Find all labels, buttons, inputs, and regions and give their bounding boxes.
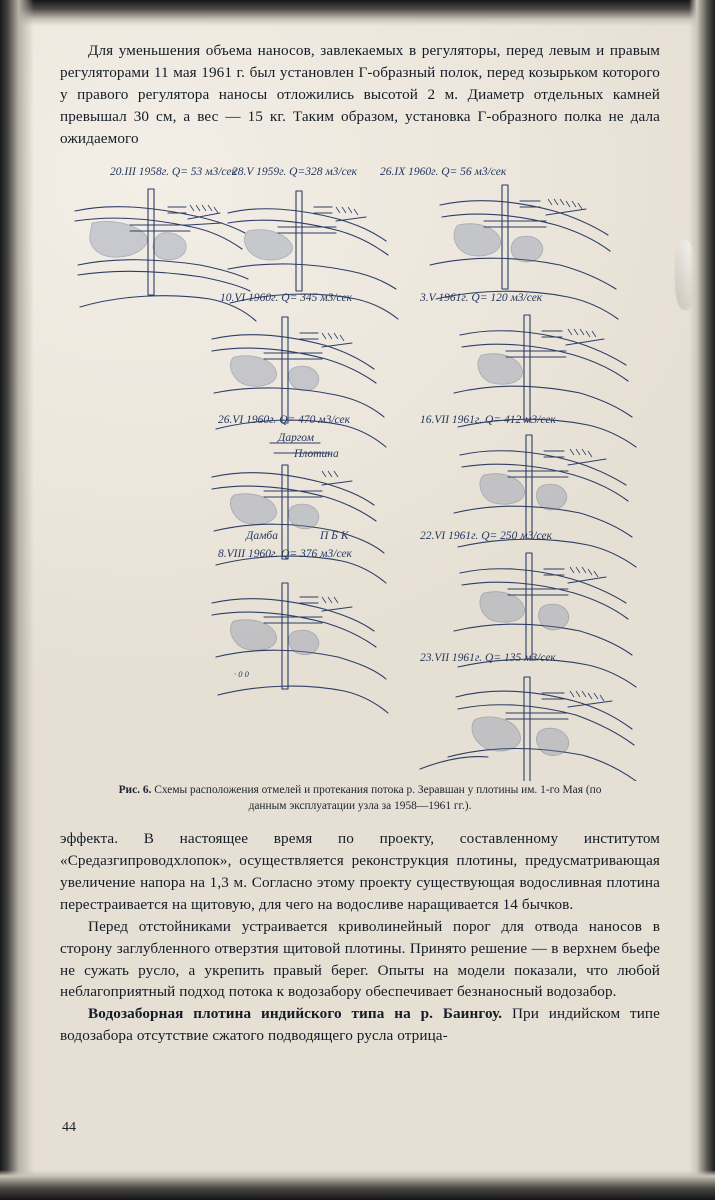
panel-p4-label: 10.VI 1960г. Q= 345 м3/сек — [220, 292, 352, 305]
page-content — [60, 40, 660, 1047]
panel-p8 — [212, 530, 388, 713]
annotation-damba: Дамба — [246, 530, 278, 543]
scan-edge-top — [0, 0, 715, 26]
paragraph-bottom-2: Перед отстойниками устраивается криволинейный порог для отвода наносов в сторону заглубленного отверзтия щитовой плотины. Принято решение — в верхнем бьефе не сужать русло, а укрепить правый берег. Опыты на модели показали, что любой неблагоприятный подход потока к водозабору обеспечивает безнаносный водозабор. — [60, 917, 660, 1001]
paragraph-bottom-3 — [60, 1003, 660, 1047]
panel-p6-label: 26.VI 1960г. Q= 470 м3/сек — [218, 414, 350, 427]
panel-p5-label: 3.V 1961г. Q= 120 м3/сек — [420, 292, 543, 305]
bottom-text-block — [60, 828, 660, 1047]
page-number: 44 — [62, 1120, 76, 1135]
page-curl-artifact — [675, 240, 697, 310]
panel-p7-label: 16.VII 1961г. Q= 412 м3/сек — [420, 414, 556, 427]
scan-edge-left — [0, 0, 34, 1200]
panel-p3-label: 26.IX 1960г. Q= 56 м3/сек — [380, 166, 507, 179]
panel-p1-label: 20.III 1958г. Q= 53 м3/сек — [110, 166, 237, 179]
annotation-pbk: П Б К — [320, 530, 349, 543]
panel-p10 — [420, 652, 638, 781]
annotation-plotina: Плотина — [294, 448, 339, 461]
scan-edge-right — [689, 0, 715, 1200]
figure-6-drawing — [60, 161, 660, 781]
figure-caption-text: Схемы расположения отмелей и протекания потока р. Зеравшан у плотины им. 1-го Мая (по данным эксплуатации узла за 1958—1961 гг.). — [154, 784, 602, 812]
panel-p7 — [420, 414, 636, 567]
panel-p8-label: 8.VIII 1960г. Q= 376 м3/сек — [218, 548, 352, 561]
top-text-block — [60, 40, 660, 149]
figure-caption — [100, 783, 620, 814]
scan-edge-bottom — [0, 1170, 715, 1200]
figure-6 — [60, 161, 660, 781]
panel-p8-marks: · 0 0 — [234, 669, 249, 680]
paragraph-bottom-3-lead: Водозаборная плотина индийского типа на р. Баингоу. — [88, 1005, 503, 1023]
figure-caption-label: Рис. 6. — [118, 784, 152, 797]
panel-p2-label: 28.V 1959г. Q=328 м3/сек — [232, 166, 358, 179]
panel-p9-label: 22.VI 1961г. Q= 250 м3/сек — [420, 530, 552, 543]
paragraph-bottom-1: эффекта. В настоящее время по проекту, составленному институтом «Средазгипроводхлопок», осуществляется реконструкция плотины, предусматривающая увеличение напора на 1,3 м. Согласно этому проекту существующая водосливная плотина перестраивается на щитовую, для чего на водосливе наращивается 14 бычков. — [60, 830, 660, 913]
paragraph-top: Для уменьшения объема наносов, завлекаемых в регуляторы, перед левым и правым регуляторами 11 мая 1961 г. был установлен Г-образный полок, перед козырьком которого у правого регулятора наносы отложились высотой 2 м. Диаметр отдельных камней превышал 30 см, а вес — 15 кг. Таким образом, установка Г-образного полка не дала ожидаемого — [60, 42, 660, 147]
annotation-dargom: Даргом — [278, 432, 314, 445]
panel-p10-label: 23.VII 1961г. Q= 135 м3/сек — [420, 652, 556, 665]
paragraph-bottom-3-rest: При индийском типе водозабора отсутствие сжатого подводящего русла отрица- — [60, 1005, 660, 1045]
